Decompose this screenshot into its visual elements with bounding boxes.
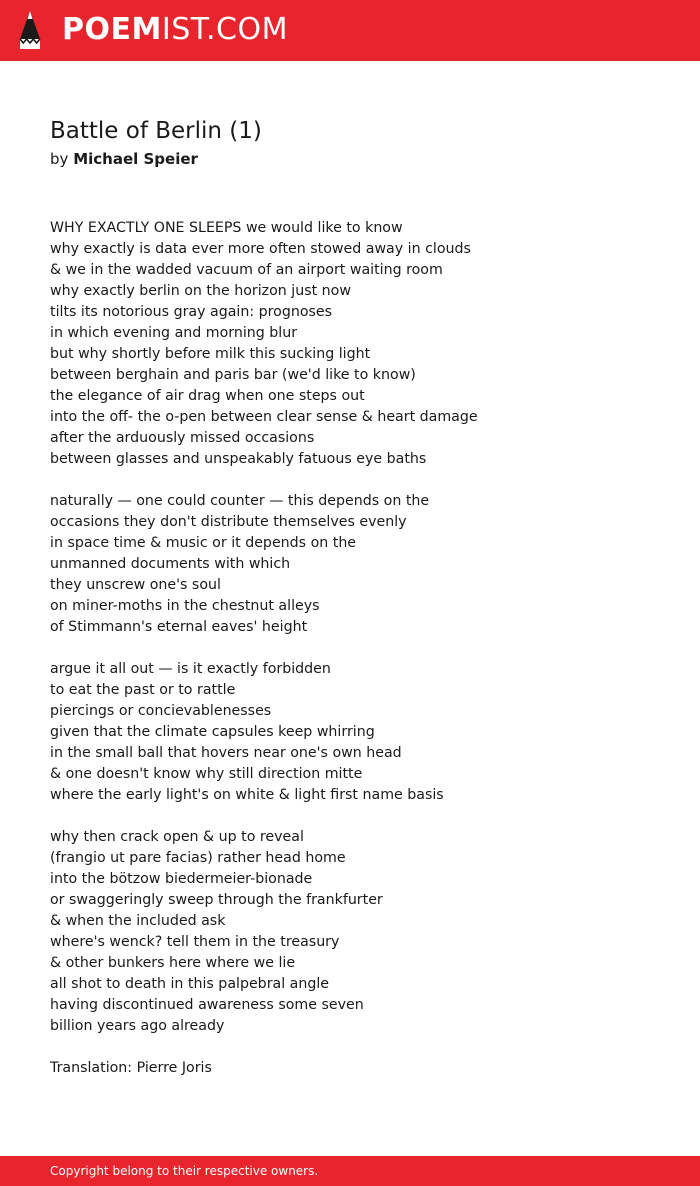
poem-line: the elegance of air drag when one steps out bbox=[50, 388, 365, 404]
poem-line: argue it all out — is it exactly forbidden bbox=[50, 661, 331, 677]
site-logo[interactable] bbox=[62, 11, 288, 49]
poem-title: Battle of Berlin (1) bbox=[50, 118, 262, 144]
byline bbox=[50, 148, 198, 170]
poem-line: into the bötzow biedermeier-bionade bbox=[50, 871, 313, 887]
poem-line: & when the included ask bbox=[50, 913, 226, 929]
poem-body bbox=[50, 218, 670, 1079]
poem-line: of Stimmann's eternal eaves' height bbox=[50, 619, 308, 635]
logo-brand-bold: POEM bbox=[62, 12, 162, 47]
poem-line: & one doesn't know why still direction mitte bbox=[50, 766, 363, 782]
poem-line: to eat the past or to rattle bbox=[50, 682, 236, 698]
poem-line: billion years ago already bbox=[50, 1018, 225, 1034]
stanza-break bbox=[50, 1037, 670, 1058]
poem-line: piercings or concievablenesses bbox=[50, 703, 272, 719]
poem-line: why then crack open & up to reveal bbox=[50, 829, 304, 845]
pencil-tip-icon[interactable] bbox=[18, 10, 42, 50]
poem-line: between berghain and paris bar (we'd like to know) bbox=[50, 367, 416, 383]
poem-line: why exactly is data ever more often stowed away in clouds bbox=[50, 241, 471, 257]
poem-line: Translation: Pierre Joris bbox=[50, 1060, 212, 1076]
poem-line: unmanned documents with which bbox=[50, 556, 291, 572]
poem-line: they unscrew one's soul bbox=[50, 577, 221, 593]
copyright-notice: Copyright belong to their respective owners. bbox=[50, 1164, 319, 1178]
poem-line: having discontinued awareness some seven bbox=[50, 997, 364, 1013]
poem-line: WHY EXACTLY ONE SLEEPS we would like to know bbox=[50, 220, 403, 236]
poem-line: occasions they don't distribute themselves evenly bbox=[50, 514, 407, 530]
byline-prefix: by bbox=[50, 150, 69, 168]
poem-line: given that the climate capsules keep whirring bbox=[50, 724, 375, 740]
poem-line: tilts its notorious gray again: prognoses bbox=[50, 304, 333, 320]
stanza-break bbox=[50, 638, 670, 659]
poem-line: why exactly berlin on the horizon just now bbox=[50, 283, 351, 299]
logo-brand-light: IST.COM bbox=[161, 12, 288, 47]
poem-line: on miner-moths in the chestnut alleys bbox=[50, 598, 320, 614]
poem-line: where the early light's on white & light first name basis bbox=[50, 787, 444, 803]
stanza-break bbox=[50, 806, 670, 827]
poem-line: in space time & music or it depends on the bbox=[50, 535, 357, 551]
author-name[interactable]: Michael Speier bbox=[73, 150, 198, 168]
poem-line: where's wenck? tell them in the treasury bbox=[50, 934, 340, 950]
poem-line: but why shortly before milk this sucking light bbox=[50, 346, 371, 362]
poem-line: in which evening and morning blur bbox=[50, 325, 298, 341]
poem-line: into the off- the o-pen between clear sense & heart damage bbox=[50, 409, 478, 425]
poem-line: & we in the wadded vacuum of an airport waiting room bbox=[50, 262, 443, 278]
poem-line: naturally — one could counter — this depends on the bbox=[50, 493, 430, 509]
site-header bbox=[0, 0, 700, 61]
stanza-break bbox=[50, 470, 670, 491]
poem-line: all shot to death in this palpebral angle bbox=[50, 976, 330, 992]
poem-line: & other bunkers here where we lie bbox=[50, 955, 296, 971]
poem-line: between glasses and unspeakably fatuous eye baths bbox=[50, 451, 427, 467]
poem-line: in the small ball that hovers near one's own head bbox=[50, 745, 402, 761]
poem-line: after the arduously missed occasions bbox=[50, 430, 315, 446]
poem-line: (frangio ut pare facias) rather head home bbox=[50, 850, 346, 866]
poem-line: or swaggeringly sweep through the frankfurter bbox=[50, 892, 383, 908]
site-footer bbox=[0, 1156, 700, 1186]
